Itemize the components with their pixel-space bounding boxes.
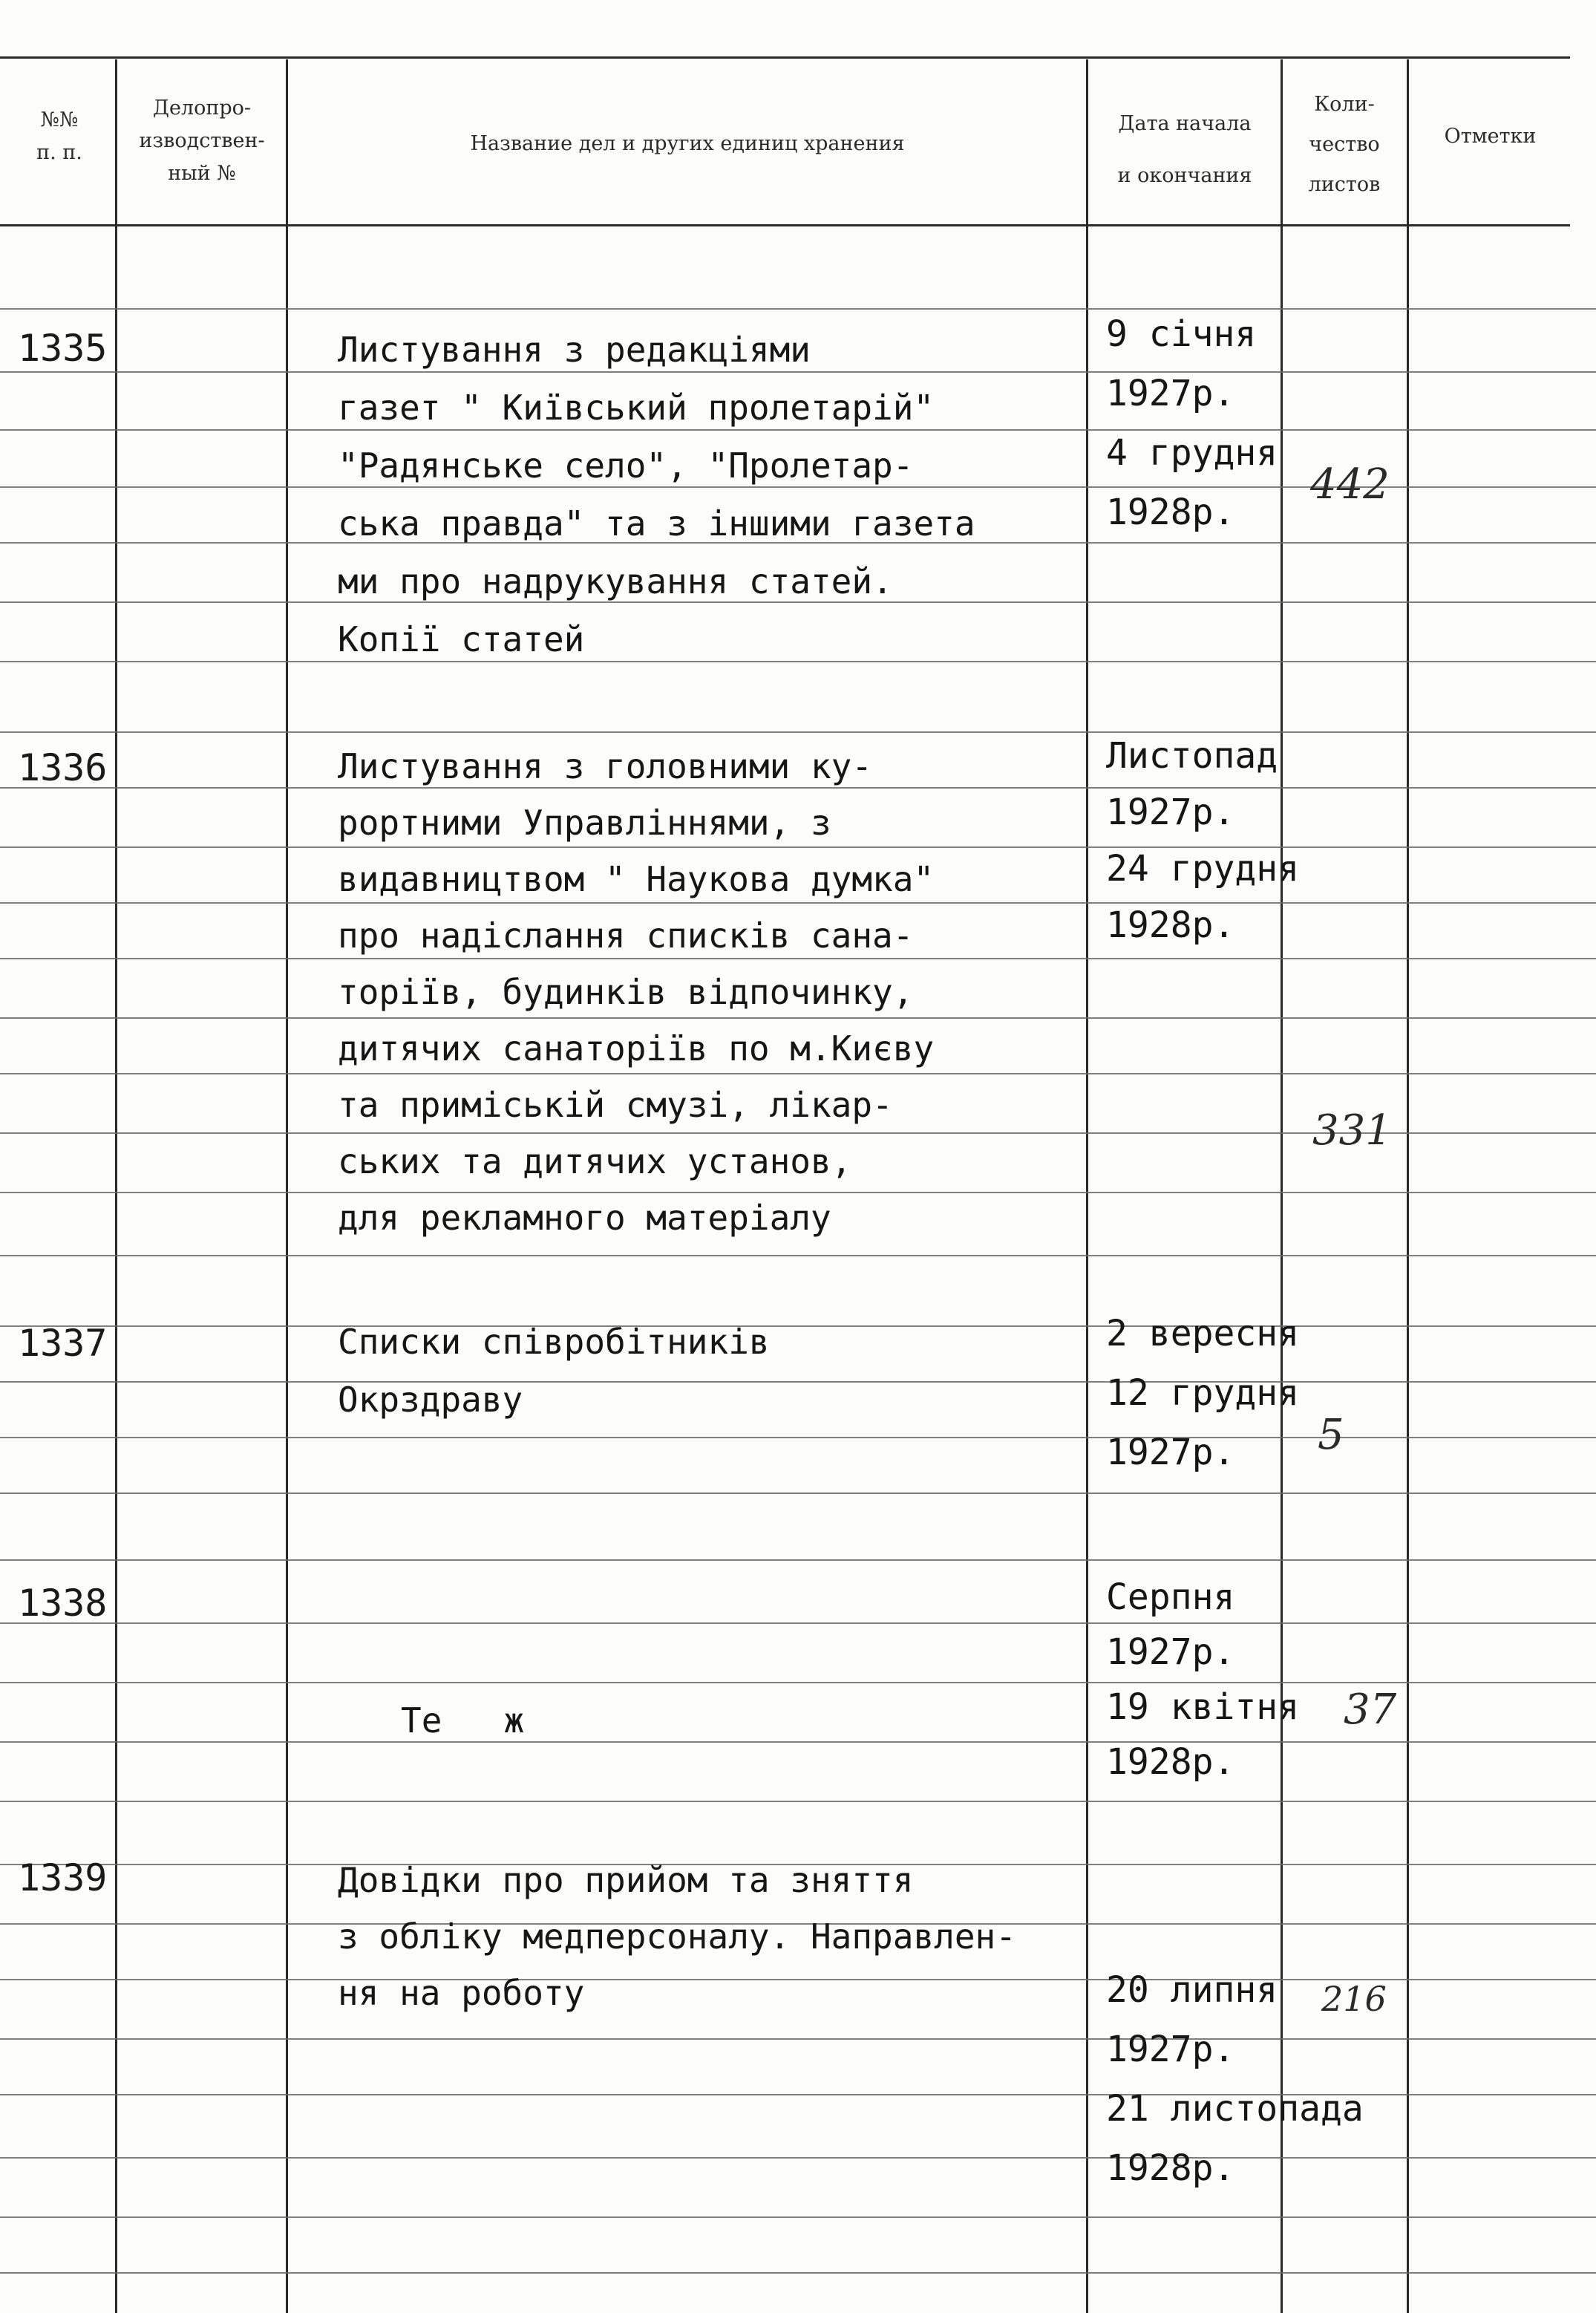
ruled-line — [0, 308, 1596, 310]
entry-date-line: 1927р. — [1106, 1432, 1235, 1473]
entry-title-line: видавництвом " Наукова думка" — [338, 859, 935, 899]
entry-title — [338, 738, 934, 1246]
entry-title-line: Окрздраву — [338, 1380, 523, 1420]
entry-date-line: 24 грудня — [1106, 848, 1300, 890]
ruled-line — [0, 2272, 1596, 2274]
header-title — [291, 128, 1084, 160]
header-office-line: ный № — [168, 162, 236, 185]
entry-title-line: ми про надрукування статей. — [338, 561, 893, 601]
column-divider — [1407, 59, 1409, 2313]
entry-date-line: 9 січня — [1106, 313, 1257, 355]
entry-title-line: Те ж — [401, 1700, 525, 1741]
ruled-line — [0, 1682, 1596, 1683]
header-dates-line: Дата начала — [1118, 112, 1252, 135]
entry-date-line: 4 грудня — [1106, 432, 1278, 474]
entry-title — [338, 321, 975, 668]
ruled-line — [0, 1559, 1596, 1561]
entry-title-line: Листування з головними ку- — [338, 746, 873, 786]
ruled-line — [0, 1255, 1596, 1256]
column-divider — [286, 59, 288, 2313]
header-sheet-line: листов — [1308, 173, 1381, 196]
header-number — [7, 104, 111, 169]
entry-date-line: 1927р. — [1106, 2029, 1235, 2070]
entry-dates — [1106, 304, 1278, 542]
header-title-text: Название дел и других единиц хранения — [470, 132, 905, 155]
ruled-line — [0, 2216, 1596, 2218]
ruled-line — [0, 1492, 1596, 1494]
entry-date-line: 1928р. — [1106, 2147, 1235, 2189]
entry-title-line: рортними Управліннями, з — [338, 803, 831, 843]
entry-title-line: з обліку медперсоналу. Направлен- — [338, 1916, 1016, 1957]
column-divider — [1086, 59, 1088, 2313]
header-office-line: Делопро- — [153, 97, 251, 120]
entry-dates — [1106, 1570, 1299, 1790]
header-sheet-line: чество — [1309, 133, 1380, 156]
header-number-line: №№ — [40, 108, 79, 131]
header-office-line: изводствен- — [139, 129, 265, 152]
entry-title-line: ня на роботу — [338, 1973, 585, 2013]
entry-date-line: Листопад — [1106, 735, 1278, 777]
entry-title — [338, 1313, 770, 1429]
entry-sheet-count: 5 — [1318, 1411, 1344, 1459]
ruled-line — [0, 1622, 1596, 1624]
entry-title-line: для рекламного матеріалу — [338, 1198, 831, 1238]
header-dates-line: и окончания — [1117, 164, 1252, 187]
entry-number: 1336 — [18, 746, 108, 789]
entry-title-line: Листування з редакціями — [338, 330, 811, 370]
entry-dates — [1106, 1304, 1299, 1482]
header-bottom-border — [0, 224, 1570, 226]
entry-sheet-count: 442 — [1310, 460, 1390, 509]
entry-title — [401, 1576, 524, 1865]
entry-title-line: торіїв, будинків відпочинку, — [338, 972, 914, 1012]
entry-sheet-count: 37 — [1344, 1686, 1397, 1734]
entry-date-line: 1927р. — [1106, 1631, 1235, 1673]
entry-number: 1338 — [18, 1582, 108, 1625]
entry-date-line: 20 липня — [1106, 1969, 1278, 2011]
header-notes-text: Отметки — [1444, 125, 1537, 148]
entry-title-line: ських та дитячих установ, — [338, 1141, 852, 1181]
entry-number: 1337 — [18, 1322, 108, 1365]
entry-title-line: та приміській смузі, лікар- — [338, 1085, 893, 1125]
ruled-line — [0, 1741, 1596, 1743]
header-top-border — [0, 56, 1570, 59]
column-divider — [115, 59, 117, 2313]
entry-date-line: 19 квітня — [1106, 1686, 1300, 1728]
entry-title-line: Списки співробітників — [338, 1322, 770, 1362]
entry-dates — [1106, 728, 1299, 953]
entry-date-line: 1928р. — [1106, 904, 1235, 946]
entry-date-line: Серпня — [1106, 1576, 1235, 1618]
ruled-line — [0, 1437, 1596, 1438]
entry-title-line: газет " Київський пролетарій" — [338, 388, 935, 428]
header-sheet-line: Коли- — [1314, 93, 1375, 116]
entry-title-line: Довідки про прийом та зняття — [338, 1860, 914, 1900]
entry-title-line: Копії статей — [338, 619, 585, 659]
header-notes — [1410, 120, 1570, 153]
entry-sheet-count: 216 — [1321, 1979, 1387, 2019]
entry-date-line: 12 грудня — [1106, 1372, 1300, 1414]
entry-title-line: "Радянське село", "Пролетар- — [338, 446, 914, 486]
header-dates — [1091, 98, 1278, 202]
header-number-line: п. п. — [36, 141, 82, 164]
ruled-line — [0, 1381, 1596, 1383]
ruled-line — [0, 1325, 1596, 1327]
entry-date-line: 1928р. — [1106, 1741, 1235, 1783]
entry-number: 1339 — [18, 1856, 108, 1899]
entry-title-line: ська правда" та з іншими газета — [338, 503, 975, 544]
entry-date-line: 1928р. — [1106, 492, 1235, 533]
entry-date-line: 1927р. — [1106, 792, 1235, 833]
entry-title — [338, 1852, 1016, 2021]
entry-date-line: 2 вересня — [1106, 1313, 1300, 1354]
entry-title-line: про надіслання списків сана- — [338, 916, 914, 956]
entry-date-line: 1927р. — [1106, 373, 1235, 414]
entry-number: 1335 — [18, 327, 108, 370]
entry-date-line: 21 листопада — [1106, 2088, 1364, 2130]
entry-title-line: дитячих санаторіїв по м.Києву — [338, 1028, 935, 1069]
entry-sheet-count: 331 — [1312, 1106, 1392, 1155]
header-sheet-count — [1284, 85, 1404, 205]
header-office-number — [120, 92, 284, 190]
ruled-line — [0, 731, 1596, 733]
ruled-line — [0, 1801, 1596, 1802]
